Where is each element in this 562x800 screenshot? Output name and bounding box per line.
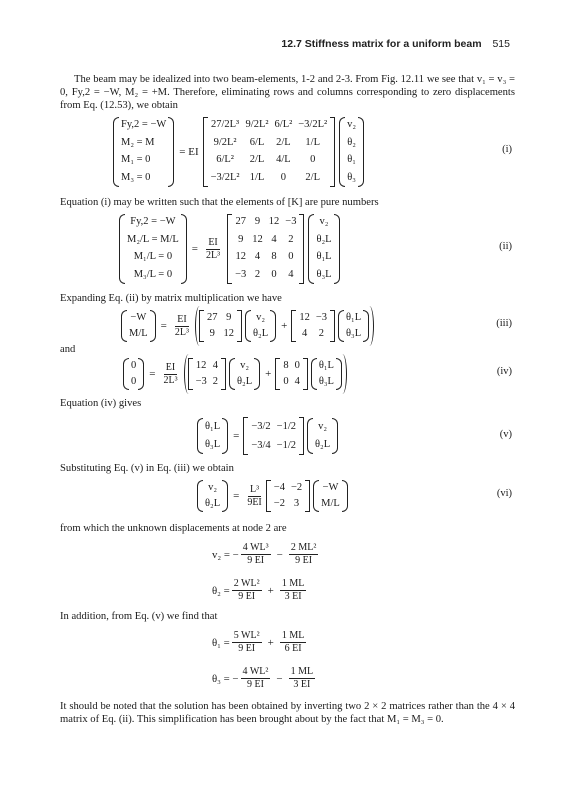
- eq-ii-matrix: 27 9 12 −3 9 12 4 2 12 4 8 0 −3 2 0 4: [235, 216, 297, 280]
- eq-vi-number: (vi): [496, 488, 512, 499]
- solution-v2: v₂ = − $\frac{\text{4 WL³}}{9 EI}$ − $\frac{\text{2 ML²}}{9 EI}$: [212, 542, 317, 566]
- equation-vi: v₂ θ₂L = $\frac{\text{L³}}{9EI}$ −4 −2 −2 3 −W M/L: [196, 476, 349, 516]
- paragraph-intro: The beam may be idealized into two beam-elements, 1-2 and 2-3. From Fig. 12.11 we see that v₁ = v₃ = 0, Fy,2 = −W, M₂ = +M. Therefore, eliminating rows and columns corresponding to zero displacements from Eq. (12.53), we obtain: [60, 74, 515, 112]
- equation-i: [112, 114, 365, 190]
- page-number: 515: [492, 38, 510, 50]
- eq-iii-number: (iii): [496, 318, 512, 329]
- eq-i-factor: = EI: [179, 146, 199, 158]
- equation-v: θ₁L θ₃L = −3/2 −1/2 −3/4 −1/2 v₂ θ₂L: [196, 414, 339, 458]
- eq-i-matrix: 27/2L³ 9/2L² 6/L² −3/2L² 9/2L² 6/L 2/L 1/L 6/L² 2/L 4/L 0 −3/2L² 1/L 0 2/L: [210, 119, 328, 183]
- eq-ii-number: (ii): [499, 241, 512, 252]
- eq-i-lhs: Fy,2 = −W M₂ = M M₁ = 0 M₃ = 0: [121, 119, 167, 183]
- paragraph-conclusion: It should be noted that the solution has been obtained by inverting two 2 × 2 matrices rather than the 4 × 4 matrix of Eq. (ii). This simplification has been brought about by the fact that M₁ = M₃ = 0.: [60, 701, 515, 726]
- paragraph-and: and: [60, 344, 76, 355]
- eq-ii-factor: $\frac{EI}{\text{2L³}}$: [206, 236, 221, 261]
- eq-v-number: (v): [499, 429, 512, 440]
- running-header: [281, 38, 510, 50]
- eq-iv-number: (iv): [496, 366, 512, 377]
- solution-theta2: θ₂ = $\frac{\text{2 WL²}}{9 EI}$ + $\frac{1 ML}{3 EI}$: [212, 578, 305, 602]
- equation-iv: 0 0 = $\frac{EI}{\text{2L³}}$ 12 4 −3 2 v₂ θ₂L + 8 0 0 4 θ₁L θ₃L: [122, 354, 349, 394]
- header-title: 12.7 Stiffness matrix for a uniform beam: [281, 38, 482, 50]
- eq-i-number: (i): [502, 144, 512, 155]
- paragraph-after-ii: Expanding Eq. (ii) by matrix multiplication we have: [60, 293, 282, 304]
- eq-ii-lhs: Fy,2 = −W M₂/L = M/L M₁/L = 0 M₃/L = 0: [127, 216, 179, 280]
- equation-ii: Fy,2 = −W M₂/L = M/L M₁/L = 0 M₃/L = 0 = $\frac{EI}{\text{2L³}}$ 27 9 12 −3 9 12 4 2 12 4 8 0 −3 2 0 4 v₂ θ₂L θ₁L θ₃L: [118, 211, 341, 287]
- eq-ii-vector: v₂ θ₂L θ₁L θ₃L: [316, 216, 332, 280]
- solution-theta1: θ₁ = $\frac{\text{5 WL²}}{9 EI}$ + $\frac{1 ML}{6 EI}$: [212, 630, 305, 654]
- paragraph-in-addition: In addition, from Eq. (v) we find that: [60, 611, 218, 622]
- equation-iii: −W M/L = $\frac{EI}{\text{2L³}}$ 27 9 9 12 v₂ θ₂L + 12 −3 4 2 θ₁L θ₃L: [120, 306, 376, 346]
- paragraph-after-vi: from which the unknown displacements at node 2 are: [60, 523, 287, 534]
- paragraph-after-v: Substituting Eq. (v) in Eq. (iii) we obtain: [60, 463, 234, 474]
- solution-theta3: θ₃ = − $\frac{\text{4 WL²}}{9 EI}$ − $\frac{1 ML}{3 EI}$: [212, 666, 314, 690]
- paragraph-after-iv: Equation (iv) gives: [60, 398, 142, 409]
- paragraph-after-i: Equation (i) may be written such that the elements of [K] are pure numbers: [60, 197, 379, 208]
- eq-i-vector: v₂ θ₂ θ₁ θ₃: [347, 119, 357, 183]
